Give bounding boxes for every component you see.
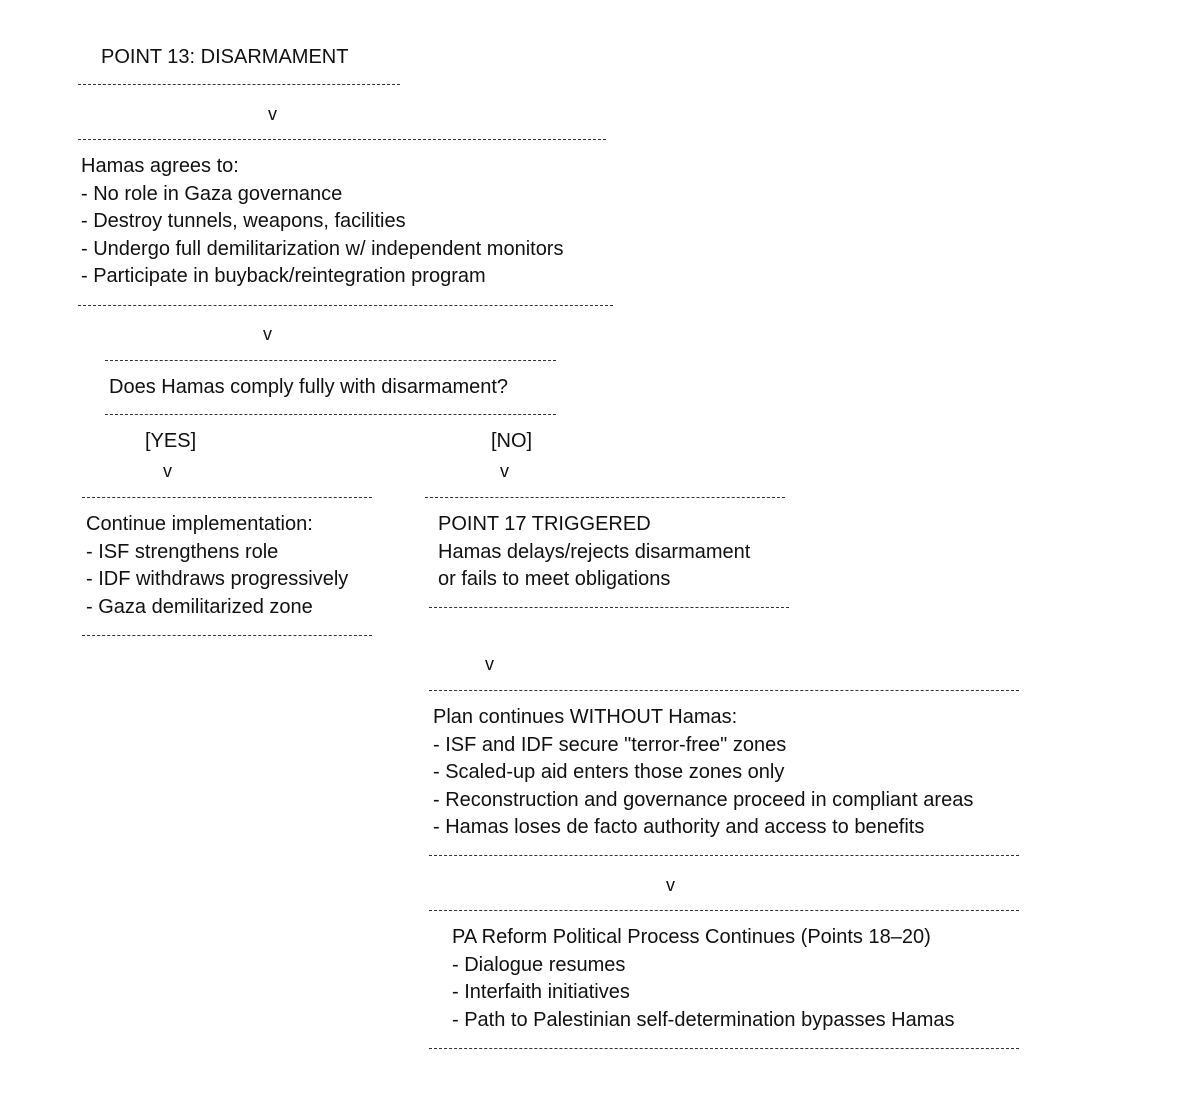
political-process-item: - Path to Palestinian self-determination bypasses Hamas: [452, 1008, 955, 1031]
agreement-top-separator: [78, 139, 606, 140]
no-bottom-separator: [429, 607, 789, 608]
flow-arrow-down: v: [263, 324, 272, 344]
political-process-box: [452, 924, 954, 1034]
title-separator: [78, 84, 400, 85]
yes-branch-heading: Continue implementation:: [86, 513, 313, 535]
question-top-separator: [105, 360, 556, 361]
political-bottom-separator: [429, 1048, 1019, 1049]
flow-arrow-down: v: [163, 461, 172, 481]
flow-arrow-down: v: [268, 104, 277, 124]
diagram-title: POINT 13: DISARMAMENT: [101, 46, 349, 68]
decision-question: Does Hamas comply fully with disarmament?: [109, 376, 509, 398]
yes-branch-label: [YES]: [145, 430, 197, 452]
without-hamas-box: [433, 704, 973, 842]
agreement-bottom-separator: [78, 305, 613, 306]
without-hamas-item: - Scaled-up aid enters those zones only: [433, 761, 785, 783]
without-hamas-item: - ISF and IDF secure "terror-free" zones: [433, 733, 787, 756]
yes-branch-box: [86, 511, 348, 621]
flow-arrow-down: v: [666, 875, 675, 895]
agreement-box: [81, 153, 563, 291]
yes-bottom-separator: [82, 635, 372, 636]
agreement-item: - Destroy tunnels, weapons, facilities: [81, 210, 406, 232]
no-top-separator: [425, 497, 785, 498]
yes-branch-item: - ISF strengthens role: [86, 540, 279, 563]
without-hamas-top-separator: [429, 690, 1019, 691]
political-top-separator: [429, 910, 1019, 911]
without-hamas-item: - Reconstruction and governance proceed in compliant areas: [433, 788, 974, 811]
flow-arrow-down: v: [485, 654, 494, 674]
question-bottom-separator: [105, 414, 556, 415]
no-branch-box: [438, 511, 750, 594]
agreement-item: - No role in Gaza governance: [81, 182, 343, 205]
no-branch-line: Hamas delays/rejects disarmament: [438, 540, 751, 563]
without-hamas-item: - Hamas loses de facto authority and access to benefits: [433, 816, 925, 838]
yes-branch-item: - Gaza demilitarized zone: [86, 595, 313, 618]
political-process-heading: PA Reform Political Process Continues (Points 18–20): [452, 926, 931, 948]
no-branch-heading: POINT 17 TRIGGERED: [438, 513, 651, 535]
no-branch-label: [NO]: [491, 430, 533, 452]
without-hamas-bottom-separator: [429, 855, 1019, 856]
yes-top-separator: [82, 497, 372, 498]
agreement-item: - Undergo full demilitarization w/ independent monitors: [81, 237, 564, 260]
political-process-item: - Dialogue resumes: [452, 953, 626, 976]
no-branch-line: or fails to meet obligations: [438, 568, 671, 590]
without-hamas-heading: Plan continues WITHOUT Hamas:: [433, 706, 738, 728]
flow-arrow-down: v: [500, 461, 509, 481]
yes-branch-item: - IDF withdraws progressively: [86, 568, 349, 590]
agreement-item: - Participate in buyback/reintegration program: [81, 265, 486, 287]
agreement-heading: Hamas agrees to:: [81, 155, 239, 177]
political-process-item: - Interfaith initiatives: [452, 981, 630, 1003]
